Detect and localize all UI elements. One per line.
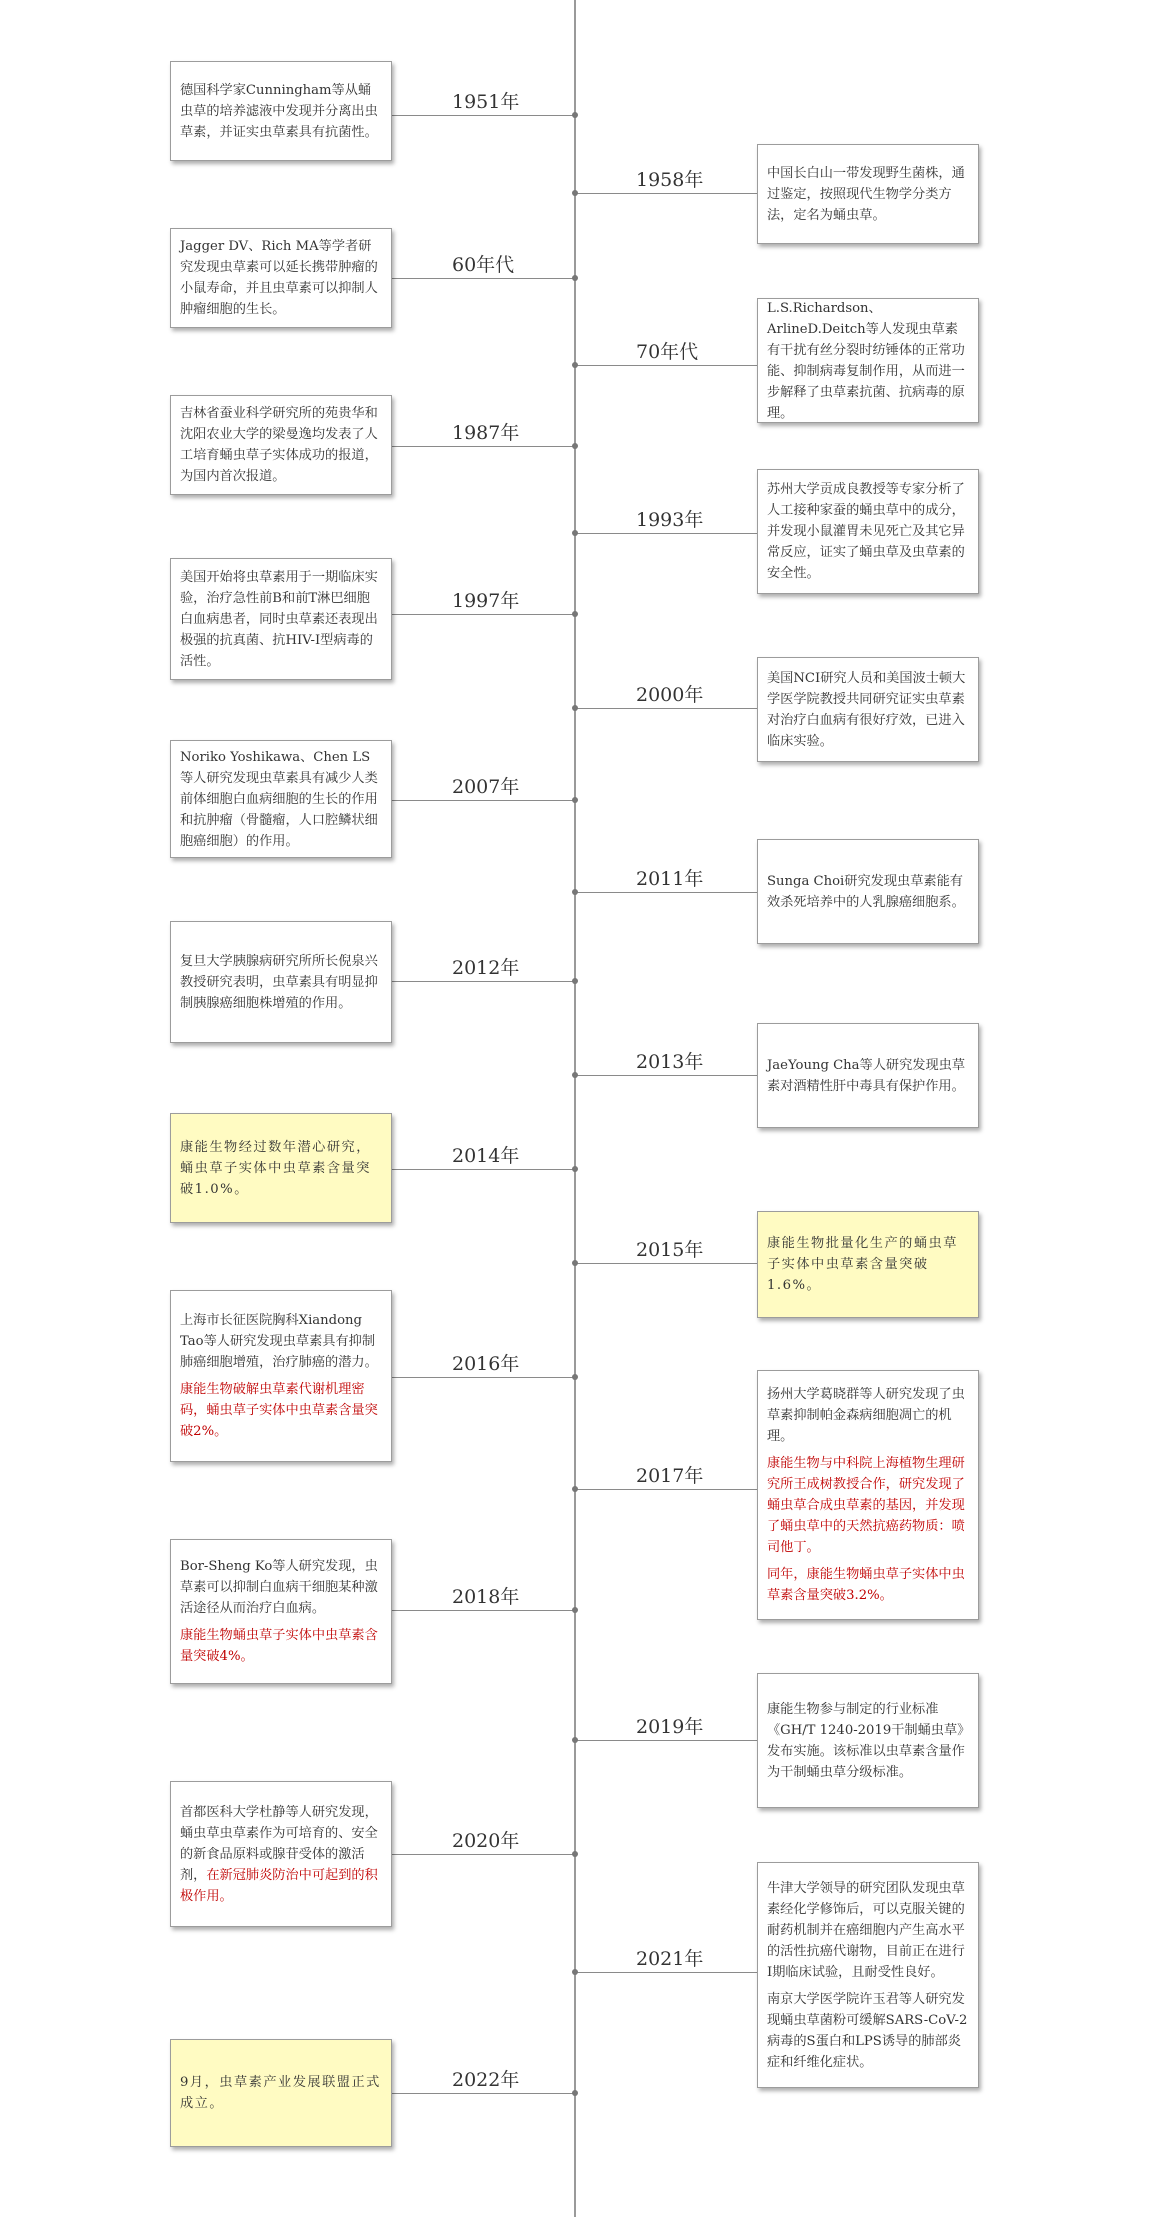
event-card — [757, 298, 979, 423]
description-text: 美国开始将虫草素用于一期临床实验，治疗急性前B和前T淋巴细胞白血病患者，同时虫草素还表现出极强的抗真菌、抗HIV-Ⅰ型病毒的活性。 — [180, 569, 378, 669]
event-description — [767, 1233, 969, 1296]
event-description — [767, 163, 969, 226]
event-year: 2013年 — [636, 1051, 704, 1073]
event-card — [757, 657, 979, 762]
event-year: 2021年 — [636, 1948, 704, 1970]
event-card — [170, 1290, 392, 1462]
timeline-node — [572, 978, 578, 984]
event-description — [180, 567, 382, 672]
event-card — [757, 469, 979, 594]
event-card — [170, 558, 392, 680]
event-card — [170, 1539, 392, 1684]
event-card — [757, 1862, 979, 2088]
timeline-node — [572, 797, 578, 803]
timeline-connector — [575, 1075, 757, 1076]
timeline-connector — [575, 1972, 757, 1973]
event-description — [767, 479, 969, 584]
timeline-connector — [575, 892, 757, 893]
event-year: 2020年 — [452, 1830, 520, 1852]
highlight-text: 同年，康能生物蛹虫草子实体中虫草素含量突破3.2%。 — [767, 1567, 965, 1603]
timeline-node — [572, 1072, 578, 1078]
timeline-connector — [575, 533, 757, 534]
timeline-connector — [392, 446, 575, 447]
event-year: 2016年 — [452, 1353, 520, 1375]
event-year: 2011年 — [636, 868, 704, 890]
event-year: 2019年 — [636, 1716, 704, 1738]
description-text: 苏州大学贡成良教授等专家分析了人工接种家蚕的蛹虫草中的成分，并发现小鼠灌胃未见死亡及其它异常反应，证实了蛹虫草及虫草素的安全性。 — [767, 482, 965, 581]
timeline-node — [572, 1737, 578, 1743]
description-text: Jagger DV、Rich MA等学者研究发现虫草素可以延长携带肿瘤的小鼠寿命，并且虫草素可以抑制人肿瘤细胞的生长。 — [180, 239, 378, 317]
description-text: 美国NCI研究人员和美国波士顿大学医学院教授共同研究证实虫草素对治疗白血病有很好疗效，已进入临床实验。 — [767, 670, 966, 749]
timeline-connector — [575, 1489, 757, 1490]
timeline-connector — [575, 1263, 757, 1264]
event-year: 2015年 — [636, 1239, 704, 1261]
description-text: Noriko Yoshikawa、Chen LS等人研究发现虫草素具有减少人类前体细胞白血病细胞的生长的作用和抗肿瘤（骨髓瘤，人口腔鳞状细胞癌细胞）的作用。 — [180, 749, 378, 849]
timeline-axis — [574, 0, 576, 2217]
event-description — [180, 951, 382, 1014]
event-year: 2018年 — [452, 1586, 520, 1608]
event-card — [170, 395, 392, 495]
event-description — [767, 1055, 969, 1097]
event-year: 1951年 — [452, 91, 520, 113]
description-text: 首都医科大学杜静等人研究发现，蛹虫草虫草素作为可培育的、安全的新食品原料或腺苷受体的激活剂， — [180, 1804, 378, 1883]
description-text: 9月，虫草素产业发展联盟正式成立。 — [180, 2075, 381, 2111]
event-description — [180, 403, 382, 487]
description-text: 中国长白山一带发现野生菌株，通过鉴定，按照现代生物学分类方法，定名为蛹虫草。 — [767, 165, 965, 223]
timeline-connector — [392, 115, 575, 116]
event-card — [757, 1211, 979, 1318]
event-description — [767, 1453, 969, 1558]
event-year: 2017年 — [636, 1465, 704, 1487]
highlight-text: 康能生物与中科院上海植物生理研究所王成树教授合作，研究发现了蛹虫草合成虫草素的基因，并发现了蛹虫草中的天然抗癌药物质：喷司他丁。 — [767, 1456, 965, 1555]
event-card — [170, 61, 392, 161]
event-description — [180, 236, 382, 320]
event-description — [767, 1384, 969, 1447]
timeline-connector — [392, 1610, 575, 1611]
event-card — [170, 2039, 392, 2147]
timeline-node — [572, 1607, 578, 1613]
timeline-connector — [575, 193, 757, 194]
timeline-connector — [392, 1854, 575, 1855]
timeline-connector — [575, 365, 757, 366]
event-card — [757, 1370, 979, 1620]
event-description — [180, 1556, 382, 1619]
description-text: 康能生物批量化生产的蛹虫草子实体中虫草素含量突破1.6%。 — [767, 1236, 958, 1293]
event-year: 1997年 — [452, 590, 520, 612]
timeline-connector — [575, 708, 757, 709]
description-text: 南京大学医学院许玉君等人研究发现蛹虫草菌粉可缓解SARS-CoV-2病毒的S蛋白和LPS诱导的肺部炎症和纤维化症状。 — [767, 1991, 968, 2070]
event-description — [180, 1137, 382, 1200]
description-text: 上海市长征医院胸科Xiandong Tao等人研究发现虫草素具有抑制肺癌细胞增殖，治疗肺癌的潜力。 — [180, 1313, 378, 1370]
event-description — [767, 871, 969, 913]
event-card — [170, 740, 392, 858]
event-description — [180, 747, 382, 852]
event-description — [767, 298, 969, 424]
timeline-node — [572, 2090, 578, 2096]
description-text: 扬州大学葛晓群等人研究发现了虫草素抑制帕金森病细胞凋亡的机理。 — [767, 1387, 965, 1444]
timeline-node — [572, 611, 578, 617]
description-text: Sunga Choi研究发现虫草素能有效杀死培养中的人乳腺癌细胞系。 — [767, 873, 965, 910]
event-year: 2012年 — [452, 957, 520, 979]
timeline-node — [572, 1486, 578, 1492]
timeline-node — [572, 275, 578, 281]
timeline-connector — [392, 278, 575, 279]
timeline-node — [572, 112, 578, 118]
timeline-connector — [575, 1740, 757, 1741]
event-card — [757, 839, 979, 944]
description-text: 复旦大学胰腺病研究所所长倪泉兴教授研究表明，虫草素具有明显抑制胰腺癌细胞株增殖的作用。 — [180, 953, 378, 1011]
event-card — [757, 1673, 979, 1808]
timeline-connector — [392, 614, 575, 615]
timeline-node — [572, 443, 578, 449]
event-year: 1987年 — [452, 422, 520, 444]
description-text: 德国科学家Cunningham等从蛹虫草的培养滤液中发现并分离出虫草素，并证实虫草素具有抗菌性。 — [180, 82, 378, 140]
event-card — [170, 921, 392, 1043]
event-year: 2000年 — [636, 684, 704, 706]
event-description — [767, 1989, 969, 2073]
timeline-node — [572, 705, 578, 711]
event-card — [170, 1781, 392, 1927]
timeline-node — [572, 1374, 578, 1380]
event-year: 2014年 — [452, 1145, 520, 1167]
event-year: 1958年 — [636, 169, 704, 191]
timeline-node — [572, 1260, 578, 1266]
event-description — [180, 1310, 382, 1373]
timeline-node — [572, 530, 578, 536]
timeline-node — [572, 889, 578, 895]
event-description — [767, 1878, 969, 1983]
event-description — [180, 1802, 382, 1907]
event-year: 70年代 — [636, 341, 699, 363]
timeline-connector — [392, 1169, 575, 1170]
timeline-connector — [392, 981, 575, 982]
event-year: 2007年 — [452, 776, 520, 798]
description-text: 康能生物经过数年潜心研究，蛹虫草子实体中虫草素含量突破1.0%。 — [180, 1139, 371, 1197]
event-year: 1993年 — [636, 509, 704, 531]
highlight-text: 在新冠肺炎防治中可起到的积极作用。 — [180, 1867, 378, 1904]
event-card — [170, 1113, 392, 1223]
description-text: Bor-Sheng Ko等人研究发现，虫草素可以抑制白血病干细胞某种激活途径从而治疗白血病。 — [180, 1559, 378, 1616]
event-description — [767, 668, 969, 752]
event-year: 60年代 — [452, 254, 515, 276]
event-description — [767, 1564, 969, 1606]
description-text: JaeYoung Cha等人研究发现虫草素对酒精性肝中毒具有保护作用。 — [767, 1057, 966, 1094]
timeline-node — [572, 1969, 578, 1975]
description-text: L.S.Richardson、ArlineD.Deitch等人发现虫草素有干扰有丝分裂时纺锤体的正常功能、抑制病毒复制作用，从而进一步解释了虫草素抗菌、抗病毒的原理。 — [767, 300, 965, 421]
description-text: 吉林省蚕业科学研究所的苑贵华和沈阳农业大学的梁曼逸均发表了人工培育蛹虫草子实体成功的报道，为国内首次报道。 — [180, 406, 378, 484]
event-description — [767, 1699, 969, 1783]
description-text: 牛津大学领导的研究团队发现虫草素经化学修饰后，可以克服关键的耐药机制并在癌细胞内产生高水平的活性抗癌代谢物，目前正在进行I期临床试验，且耐受性良好。 — [767, 1880, 965, 1980]
event-card — [757, 1023, 979, 1128]
timeline-node — [572, 1166, 578, 1172]
event-description — [180, 80, 382, 143]
highlight-text: 康能生物蛹虫草子实体中虫草素含量突破4%。 — [180, 1628, 378, 1664]
timeline-node — [572, 190, 578, 196]
description-text: 康能生物参与制定的行业标准《GH/T 1240-2019干制蛹虫草》发布实施。该标准以虫草素含量作为干制蛹虫草分级标准。 — [767, 1701, 965, 1780]
event-year: 2022年 — [452, 2069, 520, 2091]
highlight-text: 康能生物破解虫草素代谢机理密码，蛹虫草子实体中虫草素含量突破2%。 — [180, 1382, 378, 1439]
event-description — [180, 1379, 382, 1442]
timeline-node — [572, 362, 578, 368]
event-description — [180, 2072, 382, 2114]
timeline-node — [572, 1851, 578, 1857]
timeline-connector — [392, 800, 575, 801]
timeline-connector — [392, 1377, 575, 1378]
event-card — [757, 144, 979, 244]
timeline-connector — [392, 2093, 575, 2094]
event-card — [170, 228, 392, 328]
event-description — [180, 1625, 382, 1667]
